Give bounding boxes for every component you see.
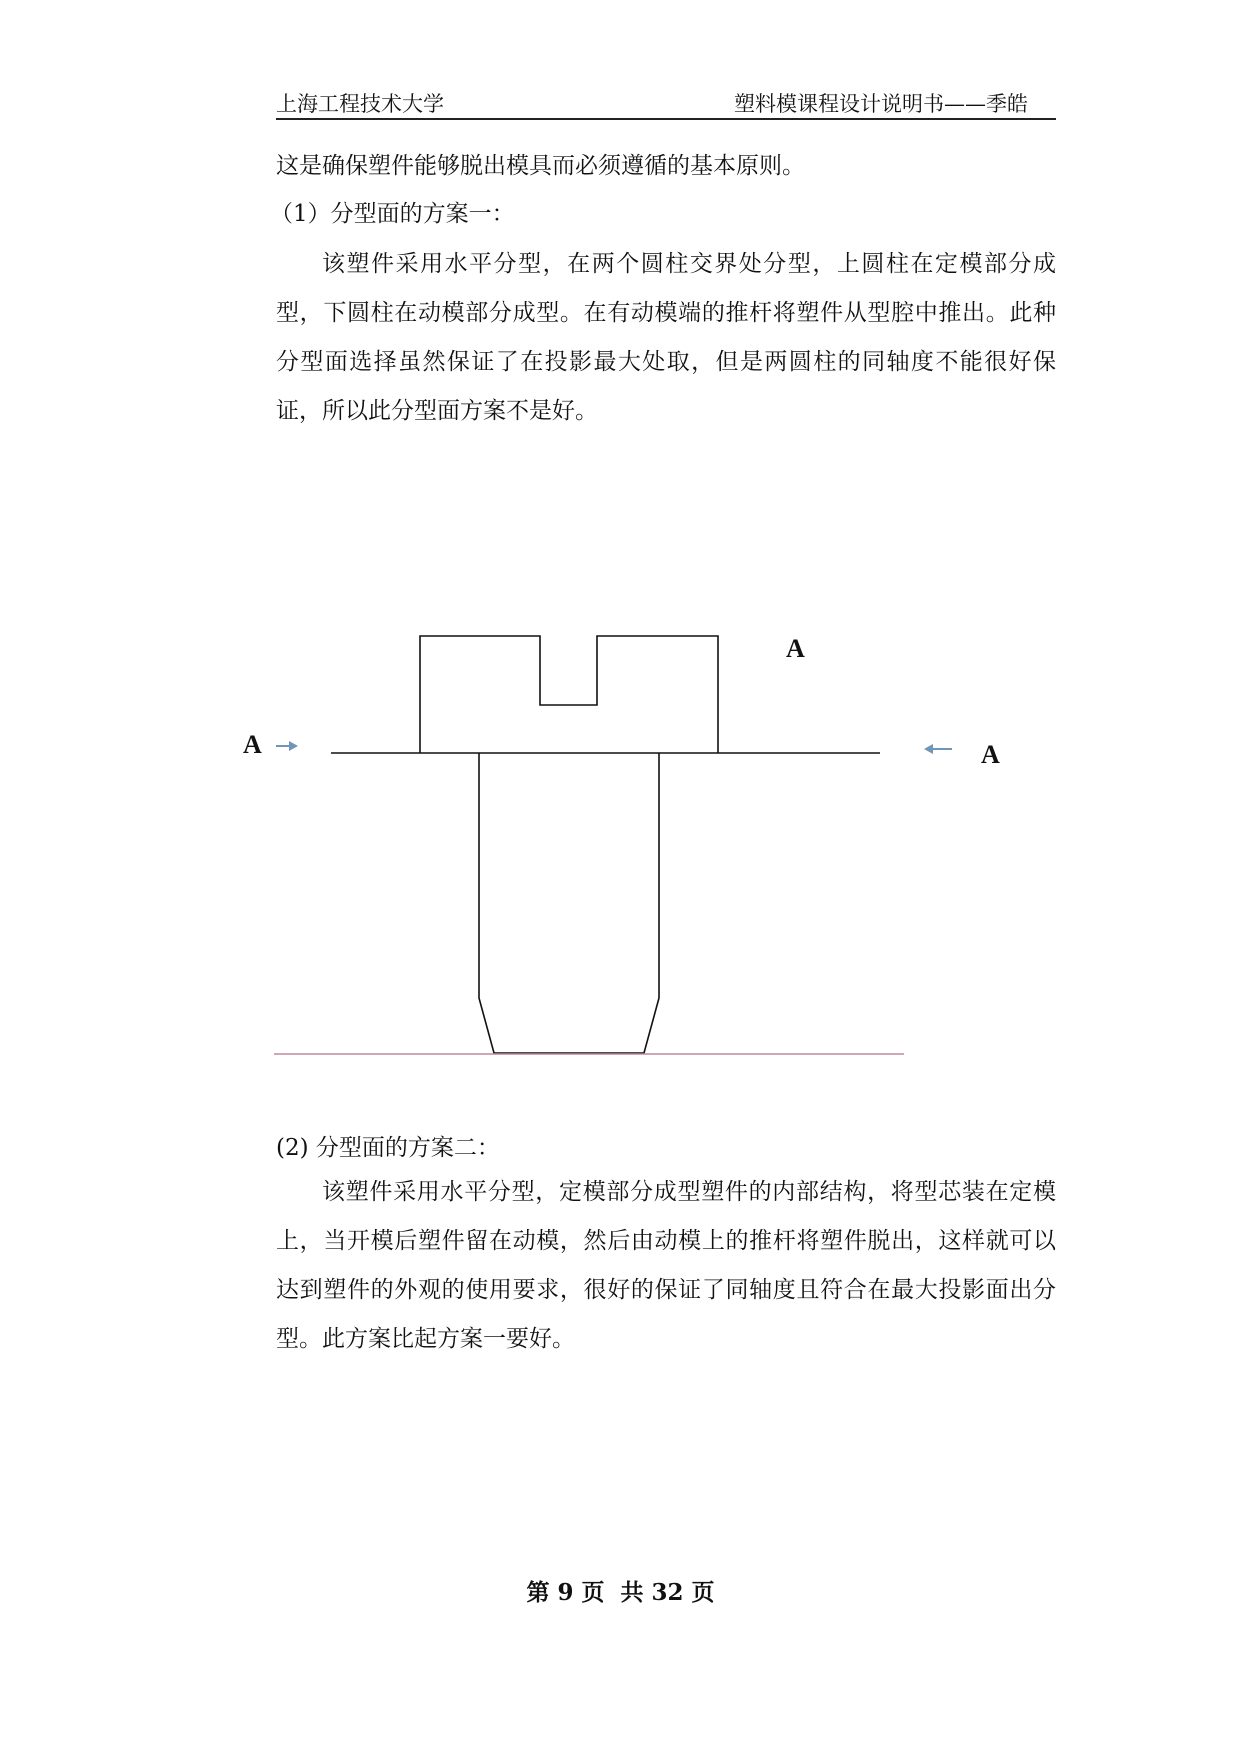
part-head-outline	[420, 636, 718, 753]
page-header	[276, 84, 1056, 120]
scheme2-heading: (2) 分型面的方案二：	[276, 1135, 500, 1161]
scheme2-paragraph: 该塑件采用水平分型，定模部分成型塑件的内部结构，将型芯装在定模上，当开模后塑件留在动模，然后由动模上的推杆将塑件脱出，这样就可以达到塑件的外观的使用要求，很好的保证了同轴度且符合在最大投影面出分型。此方案比起方案一要好。	[276, 1179, 1056, 1352]
section-label-top-right: A	[786, 634, 805, 663]
section-label-right: A	[981, 740, 1000, 769]
intro-sentence: 这是确保塑件能够脱出模具而必须遵循的基本原则。	[276, 153, 805, 179]
header-school-name: 上海工程技术大学	[276, 92, 444, 116]
page-number-footer: 第 9 页 共 32 页	[526, 1579, 715, 1606]
part-shaft-outline	[479, 753, 659, 1053]
screw-part-drawing	[230, 620, 1010, 1070]
section-label-left: A	[243, 730, 262, 759]
parting-surface-figure	[230, 620, 1010, 1070]
scheme1-heading: （1）分型面的方案一：	[270, 201, 515, 227]
scheme1-paragraph: 该塑件采用水平分型，在两个圆柱交界处分型，上圆柱在定模部分成型，下圆柱在动模部分成型。在有动模端的推杆将塑件从型腔中推出。此种分型面选择虽然保证了在投影最大处取，但是两圆柱的同轴度不能很好保证，所以此分型面方案不是好。	[276, 251, 1056, 424]
left-section-arrow	[276, 741, 298, 751]
header-document-title: 塑料模课程设计说明书——季皓	[734, 92, 1028, 116]
right-section-arrow	[924, 744, 952, 754]
